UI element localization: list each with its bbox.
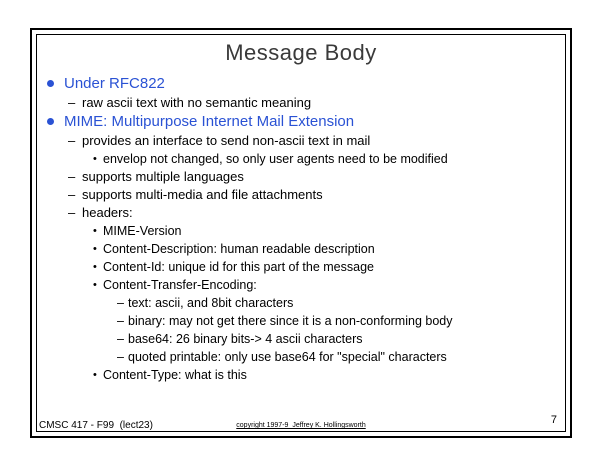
list-item <box>37 312 565 330</box>
list-item-text: binary: may not get there since it is a non-conforming body <box>128 314 453 328</box>
list-item-text: provides an interface to send non-ascii text in mail <box>82 133 371 148</box>
list-item-text: Content-Type: what is this <box>103 368 247 382</box>
dash-icon: – <box>68 133 76 148</box>
list-item-text: supports multi-media and file attachments <box>82 187 323 202</box>
list-item-text: MIME: Multipurpose Internet Mail Extension <box>64 113 355 130</box>
bullet-dot-icon: • <box>93 153 97 165</box>
list-item <box>37 294 565 312</box>
list-item-text: Content-Id: unique id for this part of the message <box>103 260 374 274</box>
list-item-text: headers: <box>82 205 133 220</box>
slide-inner-border <box>36 34 566 432</box>
bullet-dot-icon: • <box>93 225 97 237</box>
dash-icon: – <box>68 169 76 184</box>
list-item-text: raw ascii text with no semantic meaning <box>82 95 312 110</box>
dash-icon: – <box>68 205 76 220</box>
slide-title: Message Body <box>225 40 377 65</box>
list-item <box>37 348 565 366</box>
list-item <box>37 366 565 384</box>
footer-page-number: 7 <box>550 414 557 426</box>
list-item <box>37 132 565 150</box>
list-item <box>37 204 565 222</box>
list-item-text: envelop not changed, so only user agents need to be modified <box>103 152 448 166</box>
bullet-list <box>37 74 565 384</box>
bullet-dot-icon: • <box>93 369 97 381</box>
list-item <box>37 240 565 258</box>
list-item <box>37 150 565 168</box>
list-item <box>37 186 565 204</box>
list-item <box>37 94 565 112</box>
list-item <box>37 168 565 186</box>
dash-icon: – <box>68 187 76 202</box>
footer-course-label: CMSC 417 - F99 (lect23) <box>39 420 153 431</box>
list-item <box>37 222 565 240</box>
list-item <box>37 258 565 276</box>
list-item-text: Content-Description: human readable description <box>103 242 375 256</box>
dash-icon: – <box>68 95 76 110</box>
list-item-text: Content-Transfer-Encoding: <box>103 278 257 292</box>
bullet-dot-icon: • <box>93 279 97 291</box>
list-item-text: quoted printable: only use base64 for "special" characters <box>128 350 447 364</box>
list-item <box>37 74 565 94</box>
list-item-text: supports multiple languages <box>82 169 244 184</box>
list-item <box>37 276 565 294</box>
list-item-text: MIME-Version <box>103 224 182 238</box>
bullet-dot-icon: • <box>93 261 97 273</box>
footer-copyright: copyright 1997-9 Jeffrey K. Hollingsworth <box>236 422 366 429</box>
dash-icon: – <box>117 350 124 364</box>
bullet-disc-icon <box>47 80 54 87</box>
list-item-text: text: ascii, and 8bit characters <box>128 296 294 310</box>
dash-icon: – <box>117 314 124 328</box>
list-item-text: Under RFC822 <box>64 75 165 92</box>
dash-icon: – <box>117 296 124 310</box>
slide-outer-border <box>30 28 572 438</box>
bullet-dot-icon: • <box>93 243 97 255</box>
list-item-text: base64: 26 binary bits-> 4 ascii characters <box>128 332 363 346</box>
list-item <box>37 112 565 132</box>
dash-icon: – <box>117 332 124 346</box>
bullet-disc-icon <box>47 118 54 125</box>
list-item <box>37 330 565 348</box>
